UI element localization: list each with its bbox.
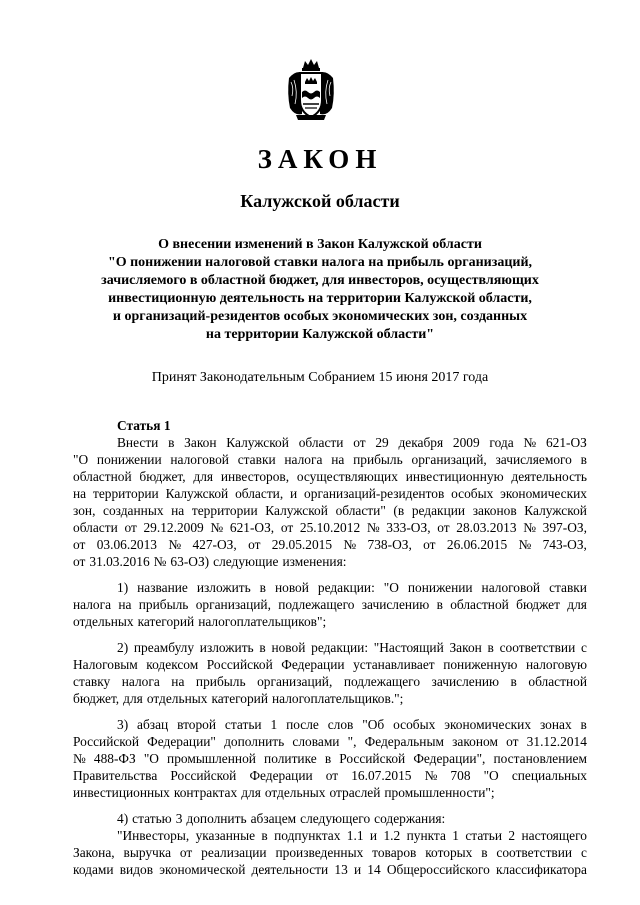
word: Федерации [281, 657, 345, 672]
article-title: Статья 1 [117, 418, 171, 433]
word: специальных [511, 768, 587, 783]
text-line [73, 716, 587, 733]
word: в [436, 597, 443, 612]
word: на [171, 503, 185, 518]
word: Калужской [524, 503, 587, 518]
word: Калужской [226, 435, 289, 450]
text-line [73, 784, 587, 801]
word: "Настоящий [373, 640, 444, 655]
word: статью [132, 811, 172, 826]
word: абзац [137, 717, 169, 732]
word: Федерации" [147, 734, 216, 749]
word: после [286, 717, 319, 732]
word: для [567, 597, 587, 612]
word: 333-ОЗ, [386, 520, 431, 535]
word: № [366, 520, 380, 535]
word: инвестиционных [73, 785, 170, 800]
word: инвесторов, [220, 469, 290, 484]
word: статьи [224, 717, 262, 732]
word: налоговой [170, 452, 229, 467]
word: настоящего [521, 828, 587, 843]
text-line [73, 579, 587, 596]
word: Правительства [73, 768, 158, 783]
text-line [73, 434, 587, 451]
word: на [331, 452, 345, 467]
word: организаций, [195, 597, 271, 612]
word: кодами [73, 862, 114, 877]
word: 2009 [452, 435, 480, 450]
word: в [510, 674, 517, 689]
word: от [124, 520, 137, 535]
word: № [210, 520, 224, 535]
text-line [73, 861, 587, 878]
word: 16.07.2015 [351, 768, 412, 783]
word: организаций-резидентов [304, 486, 445, 501]
word: области, [235, 486, 284, 501]
word: законов [472, 503, 517, 518]
word: Российской [339, 751, 406, 766]
word: области" [335, 503, 386, 518]
word: для [123, 691, 143, 706]
word: в [259, 640, 266, 655]
word: в [259, 580, 266, 595]
word: в [168, 435, 175, 450]
word: налогоплательщиков."; [272, 691, 404, 706]
word: бюджет, [139, 469, 186, 484]
word: 29.12.2009 [143, 520, 204, 535]
word: территории [92, 486, 159, 501]
word: статьи [465, 828, 503, 843]
word: "О [73, 452, 89, 467]
paragraph-item-3 [73, 716, 587, 801]
word: дополнить [186, 811, 247, 826]
word: ставку [73, 674, 111, 689]
word: редакции: [317, 580, 375, 595]
word: области [73, 520, 118, 535]
word: для [241, 785, 261, 800]
word: Федеральным [364, 734, 444, 749]
word: которых [425, 845, 473, 860]
word: 31.03.2016 [89, 554, 150, 569]
word: бюджет [516, 597, 560, 612]
word: в [487, 640, 494, 655]
word: товаров [372, 845, 417, 860]
word: осуществляющих [296, 469, 398, 484]
word: ставки [237, 452, 276, 467]
word: кодексом [146, 657, 199, 672]
word: промышленной [167, 751, 256, 766]
word: декабря [398, 435, 444, 450]
coat-of-arms-icon [286, 58, 336, 122]
word: название [137, 580, 188, 595]
word: 708 [450, 768, 471, 783]
paragraph-item-1 [73, 579, 587, 630]
heading-line: на территории Калужской области" [205, 327, 435, 342]
text-line [73, 639, 587, 656]
word: 1 [452, 828, 459, 843]
word: на [171, 674, 185, 689]
word: от [506, 734, 519, 749]
word: 488-ФЗ [93, 751, 136, 766]
word: 621-ОЗ, [229, 520, 275, 535]
word: Российской [206, 657, 273, 672]
word: от [353, 435, 366, 450]
word: второй [177, 717, 217, 732]
adoption-statement: Принят Законодательным Собранием 15 июня 2017 года [151, 370, 489, 385]
word: преамбулу [133, 640, 195, 655]
word: Российской [73, 734, 139, 749]
word: зачислению [361, 597, 430, 612]
word: организаций, [411, 452, 487, 467]
word: № [523, 520, 536, 535]
word: № [343, 537, 357, 552]
word: 13 [334, 862, 348, 877]
word: "О [483, 768, 499, 783]
word: классификатора [496, 862, 587, 877]
word: 25.10.2012 [299, 520, 361, 535]
word: 1.2 [383, 828, 401, 843]
text-line [73, 810, 587, 827]
word: Российской [170, 768, 237, 783]
word: категорий [211, 691, 269, 706]
word: деятельности [251, 862, 329, 877]
word: Калужской [165, 486, 229, 501]
word: отдельных [264, 785, 326, 800]
word: и [290, 486, 298, 501]
word: налога [284, 452, 323, 467]
word: Закона, [73, 845, 115, 860]
word: видов [119, 862, 154, 877]
word: областной [528, 674, 587, 689]
word: от [325, 768, 339, 783]
word: политике [264, 751, 317, 766]
word: отдельных [146, 691, 208, 706]
word: новой [271, 640, 306, 655]
word: редакции: [311, 640, 369, 655]
word: Внести [117, 435, 159, 450]
word: от [73, 554, 86, 569]
text-line [73, 733, 587, 750]
heading-line: и организаций-резидентов особых экономических зон, созданных [112, 309, 528, 324]
word: в [580, 717, 587, 732]
word: соответствии [499, 640, 576, 655]
word: указанные [195, 828, 256, 843]
word: особых [451, 486, 494, 501]
word: области [298, 435, 344, 450]
heading-line: "О понижении налоговой ставки налога на прибыль организаций, [107, 255, 533, 270]
word: 29 [375, 435, 389, 450]
text-line [73, 536, 587, 553]
word: содержания: [374, 811, 446, 826]
text-line [73, 673, 587, 690]
word: особых [393, 717, 436, 732]
word: для [193, 469, 214, 484]
text-line [73, 519, 587, 536]
word: понижении [96, 452, 162, 467]
word: на [118, 597, 132, 612]
text-line [73, 827, 587, 844]
word: реализации [201, 845, 267, 860]
word: зачислению [431, 674, 500, 689]
word: деятельность [511, 469, 587, 484]
word: налогоплательщиков"; [198, 614, 327, 629]
word: от [437, 520, 450, 535]
word: налога [121, 674, 160, 689]
word: областной [450, 597, 509, 612]
word: экономической [159, 862, 246, 877]
text-line [73, 485, 587, 502]
word: новой [274, 580, 309, 595]
text-line [73, 596, 587, 613]
word: Калужской [265, 503, 328, 518]
word: Федерации [249, 768, 313, 783]
heading-line: О внесении изменений в Закон Калужской области [158, 237, 482, 252]
word: зачисляемого [495, 452, 572, 467]
word: 427-ОЗ, [192, 537, 237, 552]
word: 738-ОЗ, [367, 537, 412, 552]
text-line [73, 468, 587, 485]
heading-line: зачисляемого в областной бюджет, для инвесторов, осуществляющих [101, 273, 539, 288]
word: бюджет, [73, 691, 120, 706]
word: в [481, 845, 488, 860]
word: 03.06.2013 [96, 537, 157, 552]
word: 2) [117, 640, 129, 655]
word: от [73, 537, 86, 552]
word: ", [347, 734, 357, 749]
word: слов [327, 717, 354, 732]
word: понижении [407, 580, 473, 595]
word: 29.05.2015 [271, 537, 333, 552]
word: прибыль [195, 674, 246, 689]
word: № [73, 751, 86, 766]
text-line [73, 656, 587, 673]
word: 28.03.2013 [456, 520, 517, 535]
word: № [518, 537, 532, 552]
word: 3 [175, 811, 183, 826]
word: организаций, [257, 674, 333, 689]
word: 1) [117, 580, 129, 595]
word: Общероссийского [386, 862, 490, 877]
word: налоговую [525, 657, 587, 672]
word: 31.12.2014 [526, 734, 587, 749]
word: изложить [199, 640, 254, 655]
word: ставки [549, 580, 587, 595]
document-body [73, 417, 587, 878]
word: от [280, 520, 294, 535]
word: года [489, 435, 514, 450]
word: № [168, 537, 182, 552]
word: редакции [411, 503, 466, 518]
word: от [423, 537, 436, 552]
word: зонах [539, 717, 572, 732]
word: областной [73, 469, 132, 484]
text-line [73, 613, 587, 630]
word: с [580, 845, 587, 860]
word: изложить [196, 580, 251, 595]
word: "Инвесторы, [117, 828, 190, 843]
word: 2 [508, 828, 516, 843]
word: отдельных [73, 614, 134, 629]
word: 397-ОЗ, [542, 520, 587, 535]
word: 743-ОЗ, [542, 537, 587, 552]
word: подпунктах [274, 828, 341, 843]
text-line [73, 502, 587, 519]
word: дополнить [224, 734, 285, 749]
word: в [324, 751, 332, 766]
word: налоговой [481, 580, 541, 595]
word: 26.06.2015 [446, 537, 508, 552]
word: подлежащего [278, 597, 355, 612]
word: инвестиционную [405, 469, 504, 484]
text-line [73, 451, 587, 468]
word: экономических [444, 717, 532, 732]
word: территории [191, 503, 258, 518]
word: 621-ОЗ [545, 435, 587, 450]
word: постановлением [493, 751, 587, 766]
word: подлежащего [343, 674, 421, 689]
word: прибыль [138, 597, 189, 612]
word: произведенных [275, 845, 364, 860]
word: следующие [213, 554, 279, 569]
word: экономических [500, 486, 587, 501]
law-heading [0, 236, 640, 344]
word: соответствии [496, 845, 573, 860]
word: "О [383, 580, 399, 595]
text-line [73, 690, 587, 707]
word: с [580, 640, 587, 655]
word: словами [292, 734, 340, 749]
text-line [73, 553, 587, 570]
word: прибыль [353, 452, 403, 467]
heading-line: инвестиционную деятельность на территории Калужской области, [108, 291, 532, 306]
word: пониженную [443, 657, 518, 672]
region-name: Калужской области [240, 191, 400, 211]
word: контрактах [173, 785, 238, 800]
word: устанавливает [353, 657, 435, 672]
word: "О [143, 751, 159, 766]
word: в [261, 828, 268, 843]
word: 3) [117, 717, 129, 732]
word: № [523, 435, 537, 450]
word: отраслей [329, 785, 381, 800]
word: 14 [367, 862, 381, 877]
word: 63-ОЗ) [170, 554, 210, 569]
text-line [73, 750, 587, 767]
law-title: ЗАКОН [257, 144, 383, 174]
word: от [248, 537, 261, 552]
paragraph-item-4 [73, 810, 587, 827]
word: Федерации", [413, 751, 486, 766]
word: Закон [449, 640, 482, 655]
word: (в [393, 503, 405, 518]
text-line [73, 767, 587, 784]
word: Закон [184, 435, 217, 450]
word: "Об [362, 717, 385, 732]
word: выручка [123, 845, 172, 860]
word: и [353, 862, 362, 877]
word: созданных [103, 503, 164, 518]
word: промышленности"; [384, 785, 495, 800]
word: от [179, 845, 193, 860]
word: абзацем [250, 811, 297, 826]
word: следующего [300, 811, 371, 826]
paragraph-item-2 [73, 639, 587, 707]
word: законом [452, 734, 498, 749]
word: налога [73, 597, 112, 612]
paragraph-quote [73, 827, 587, 878]
word: зон, [73, 503, 96, 518]
word: 1 [270, 717, 278, 732]
word: и [369, 828, 378, 843]
paragraph-intro [73, 434, 587, 570]
word: категорий [137, 614, 195, 629]
text-line [73, 844, 587, 861]
word: пункта [406, 828, 446, 843]
word: Налоговым [73, 657, 138, 672]
word: 1.1 [346, 828, 364, 843]
word: в [580, 452, 587, 467]
word: изменения: [282, 554, 347, 569]
word: № [424, 768, 438, 783]
word: 4) [117, 811, 129, 826]
word: № [153, 554, 167, 569]
word: на [73, 486, 87, 501]
